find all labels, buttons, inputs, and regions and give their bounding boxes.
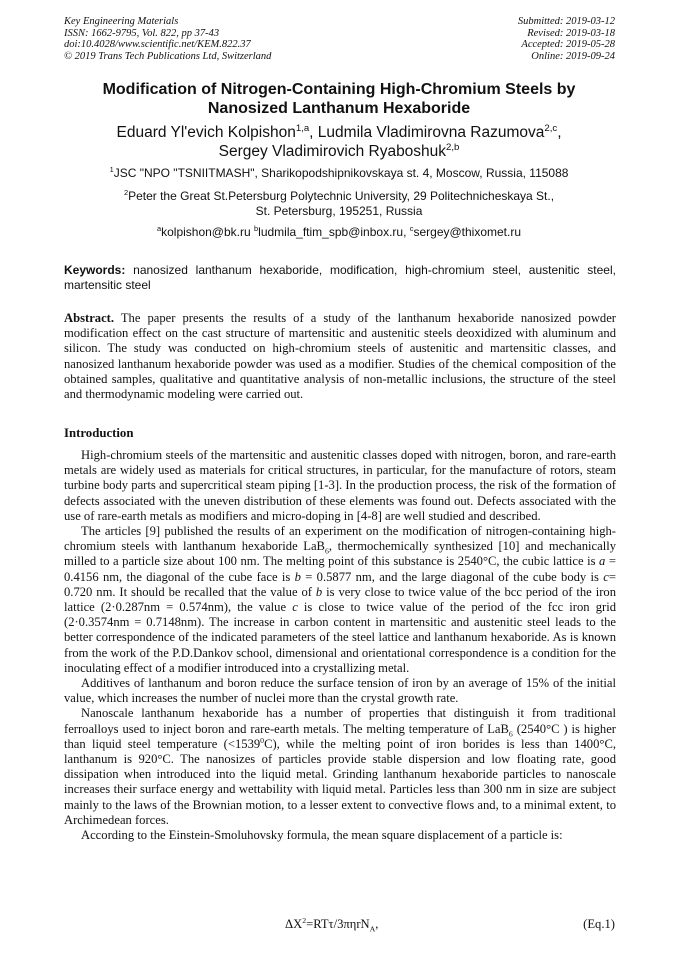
variable: c: [292, 600, 298, 615]
paper-title: [60, 80, 618, 118]
paragraph-2: [64, 524, 616, 676]
equation-part: =RTτ/3πηrN: [306, 917, 370, 931]
equation-1: [285, 917, 378, 932]
abstract-label: Abstract.: [64, 311, 115, 325]
affiliation-1: [60, 166, 618, 181]
text-run: (2540°C ) is higher than liquid steel temperature (<1539: [64, 721, 616, 751]
keywords-text: nanosized lanthanum hexaboride, modification, high-chromium steel, austenitic steel, martensitic steel: [64, 263, 616, 292]
author-name: Eduard Yl'evich Kolpishon: [116, 124, 296, 141]
email-address[interactable]: sergey@thixomet.ru: [413, 225, 522, 239]
affiliation-2: [60, 189, 618, 219]
variable: b: [294, 569, 301, 584]
equation-label: (Eq.1): [583, 917, 615, 931]
keywords-label: Keywords:: [64, 263, 126, 277]
text-run: is close to twice value of the period of the fcc iron grid (2·0.3574nm = 0.7148nm). The increase in carbon content in martensitic and austenitic steel leads to the better correspondence of the indicated parameters of the steel lattice and lanthanum hexaboride. As is known from the work of the P.D.Dankov school, dimensional and orientational correspondence is a condition for the inoculating effect of a modifier introduced into a crystallizing metal.: [64, 600, 616, 675]
email-superscript: a: [156, 224, 162, 233]
paragraph-4: [64, 706, 616, 828]
keywords-block: [64, 263, 616, 293]
section-heading-introduction: Introduction: [64, 426, 134, 440]
paragraph-3: Additives of lanthanum and boron reduce the surface tension of iron by an average of 15% of the initial value, which increases the number of nuclei more than the crystal growth rate.: [64, 676, 616, 706]
text-run: C), while the melting point of iron borides is less than 1400°C, lanthanum is 920°C. The nanosizes of particles provide stable dispersion and low floating rate, good dissipation when introduced into the liquid metal. Grinding lanthanum hexaboride particles to nanoscale increases their surface energy and wettability with liquid metal. Particles less than 300 nm in size are subject mainly to the laws of the Brownian motion, to a lesser extent to convective flows and, to a minimal extent, to Archimedean forces.: [64, 736, 616, 827]
paragraph-5: According to the Einstein-Smoluhovsky formula, the mean square displacement of a particle is:: [81, 828, 563, 843]
date-revised: Revised: 2019-03-18: [527, 27, 615, 39]
title-line-1: Modification of Nitrogen-Containing High-Chromium Steels by: [102, 81, 576, 98]
journal-name: Key Engineering Materials: [64, 16, 179, 27]
text-run: = 0.720 nm. It should be recalled that the value of: [64, 569, 616, 599]
date-accepted: Accepted: 2019-05-28: [521, 39, 615, 50]
author-superscript: 2,c: [544, 122, 558, 134]
email-address[interactable]: kolpishon@bk.ru: [161, 225, 251, 239]
paragraph-1: High-chromium steels of the martensitic and austenitic classes doped with nitrogen, boron, and rare-earth metals are widely used as materials for critical structures, in particular, for the manufacture of rotors, steam turbine body parts and supercritical steam piping [1-3]. In the production process, the risk of the formation of defects associated with the uneven distribution of these elements was found out. Defects associated with the use of rare-earth metals as modifiers and micro-doping in [4-8] are well studied and described.: [64, 448, 616, 523]
equation-subscript: A: [369, 924, 376, 934]
subscript: 6: [508, 729, 513, 739]
subscript: 6: [324, 546, 329, 556]
date-submitted: Submitted: 2019-03-12: [517, 16, 615, 27]
author-superscript: 1,a: [295, 122, 310, 134]
equation-superscript: 2: [302, 915, 307, 925]
date-online: Online: 2019-09-24: [531, 50, 615, 62]
affiliation-text: Peter the Great St.Petersburg Polytechnic University, 29 Politechnicheskaya St.,: [128, 189, 555, 203]
text-run: = 0.4156 nm, the diagonal of the cube face is: [64, 554, 616, 584]
variable: c: [603, 569, 609, 584]
email-list: $^a$kolpishon@bk.ru $^b$ludmila_ftim_spb@inbox.ru, $^c$sergey@thixomet.ru: [156, 224, 522, 239]
author-name: Sergey Vladimirovich Ryaboshuk: [218, 143, 447, 160]
journal-copyright: © 2019 Trans Tech Publications Ltd, Switzerland: [64, 50, 272, 62]
author-superscript: 2,b: [446, 141, 460, 153]
abstract-block: [64, 311, 616, 402]
email-address[interactable]: ludmila_ftim_spb@inbox.ru: [258, 225, 404, 239]
equation-part: ΔX: [285, 917, 303, 931]
affiliation-text-line-2: St. Petersburg, 195251, Russia: [255, 204, 423, 218]
email-superscript: b: [254, 224, 259, 233]
text-run: , thermochemically synthesized [10] and mechanically milled to a particle size about 100 nm. The melting point of this substance is 2540°C, the cubic lattice is: [64, 539, 616, 569]
author-list: Eduard Yl'evich Kolpishon$^{1,a}$, Ludmila Vladimirovna Razumova$^{2,c}$, Sergey Vladimirovich Ryaboshuk$^{2,b}$: [116, 122, 562, 160]
publication-dates: [518, 16, 615, 62]
journal-doi[interactable]: doi:10.4028/www.scientific.net/KEM.822.37: [64, 39, 251, 50]
introduction-body: [64, 448, 616, 843]
title-line-2: Nanosized Lanthanum Hexaboride: [207, 100, 471, 117]
journal-issn: ISSN: 1662-9795, Vol. 822, pp 37-43: [64, 27, 220, 39]
text-run: is very close to twice value of the bcc period of the iron lattice (2·0.287nm = 0.574nm), the value: [64, 584, 616, 615]
abstract-text: The paper presents the results of a study of the lanthanum hexaboride nanosized powder modification effect on the cast structure of martensitic and austenitic steels deoxidized with aluminum and silicon. The study was conducted on high-chromium steels of austenitic and martensitic classes, and nanosized lanthanum hexaboride powder was used as a modifier. Studies of the chemical composition of the obtained samples, qualitative and quantitative analysis of non-metallic inclusions, the structure of the steel and thermodynamic modeling were carried out.: [64, 311, 616, 402]
email-superscript: c: [409, 224, 414, 233]
text-run: Nanoscale lanthanum hexaboride has a number of properties that distinguish it from traditional ferroalloys used to inject boron and rare-earth metals. The melting temperature of LaB: [64, 706, 616, 736]
variable: b: [315, 584, 323, 599]
equation-part: ,: [375, 917, 379, 931]
text-run: = 0.5877 nm, and the large diagonal of the cube body is: [300, 569, 604, 584]
author-name: Ludmila Vladimirovna Razumova: [317, 124, 545, 141]
affiliation-text: JSC "NPO "TSNIITMASH", Sharikopodshipnikovskaya st. 4, Moscow, Russia, 115088: [113, 166, 569, 180]
superscript: 0: [260, 735, 265, 745]
text-run: The articles [9] published the results of an experiment on the modification of nitrogen-containing high-chromium steels with lanthanum hexaboride LaB: [64, 524, 616, 554]
journal-info: [64, 16, 271, 62]
affiliation-superscript: 2: [123, 188, 129, 197]
variable: a: [599, 554, 606, 569]
affiliation-superscript: 1: [109, 165, 114, 174]
